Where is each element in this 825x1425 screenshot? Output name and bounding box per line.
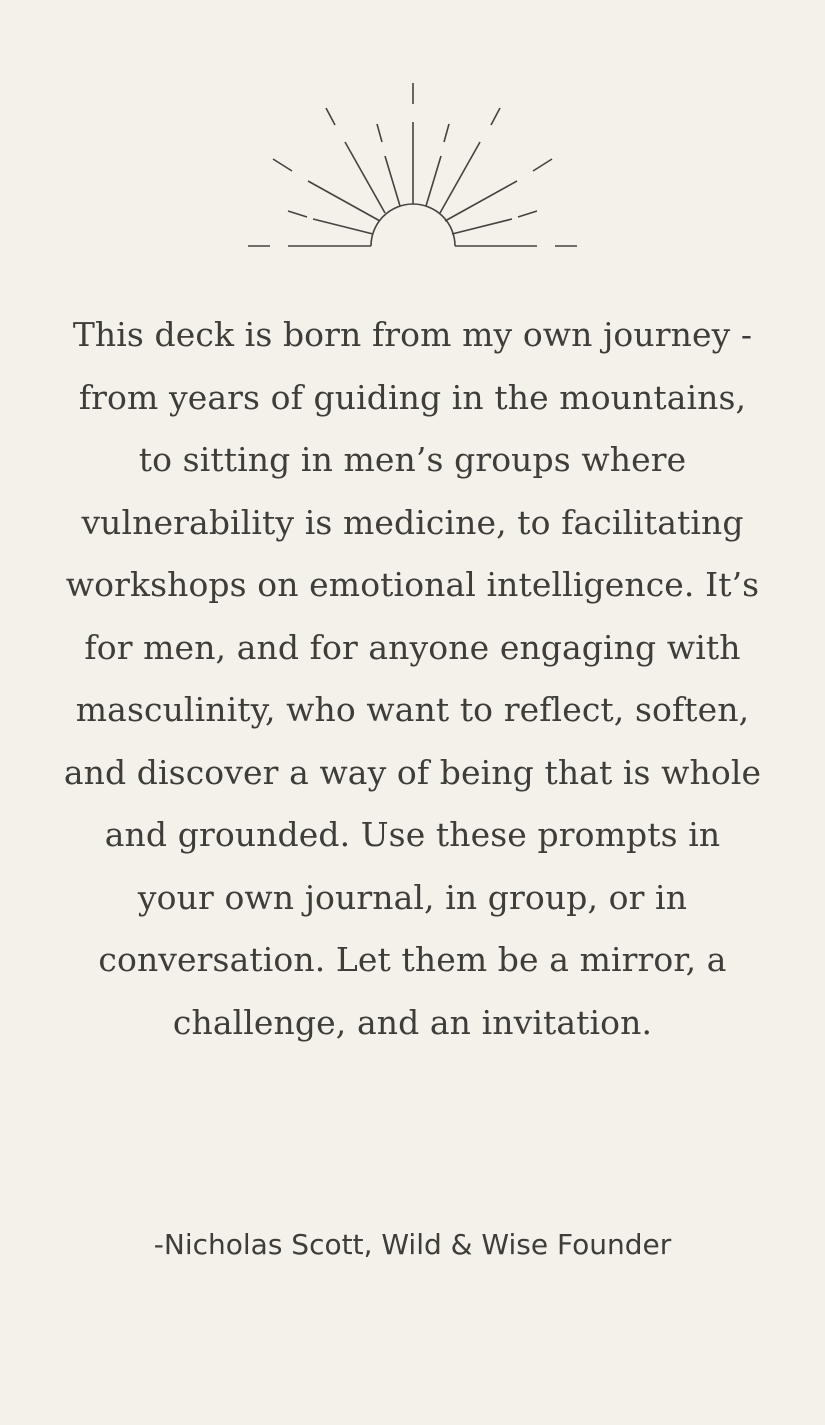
sunburst-graphic: [240, 78, 585, 256]
attribution-text: -Nicholas Scott, Wild & Wise Founder: [153, 1228, 672, 1261]
quote-text: This deck is born from my own journey - from years of guiding in the mountains, to sitting in men’s groups where vulnerability is medicine, to facilitating workshops on emotional intelligence. It’s for men, and for anyone engaging with masculinity, who want to reflect, soften, and discover a way of being that is whole and grounded. Use these prompts in your own journal, in group, or in conversation. Let them be a mirror, a challenge, and an invitation.: [63, 315, 762, 1042]
sunburst-icon: [240, 78, 585, 256]
